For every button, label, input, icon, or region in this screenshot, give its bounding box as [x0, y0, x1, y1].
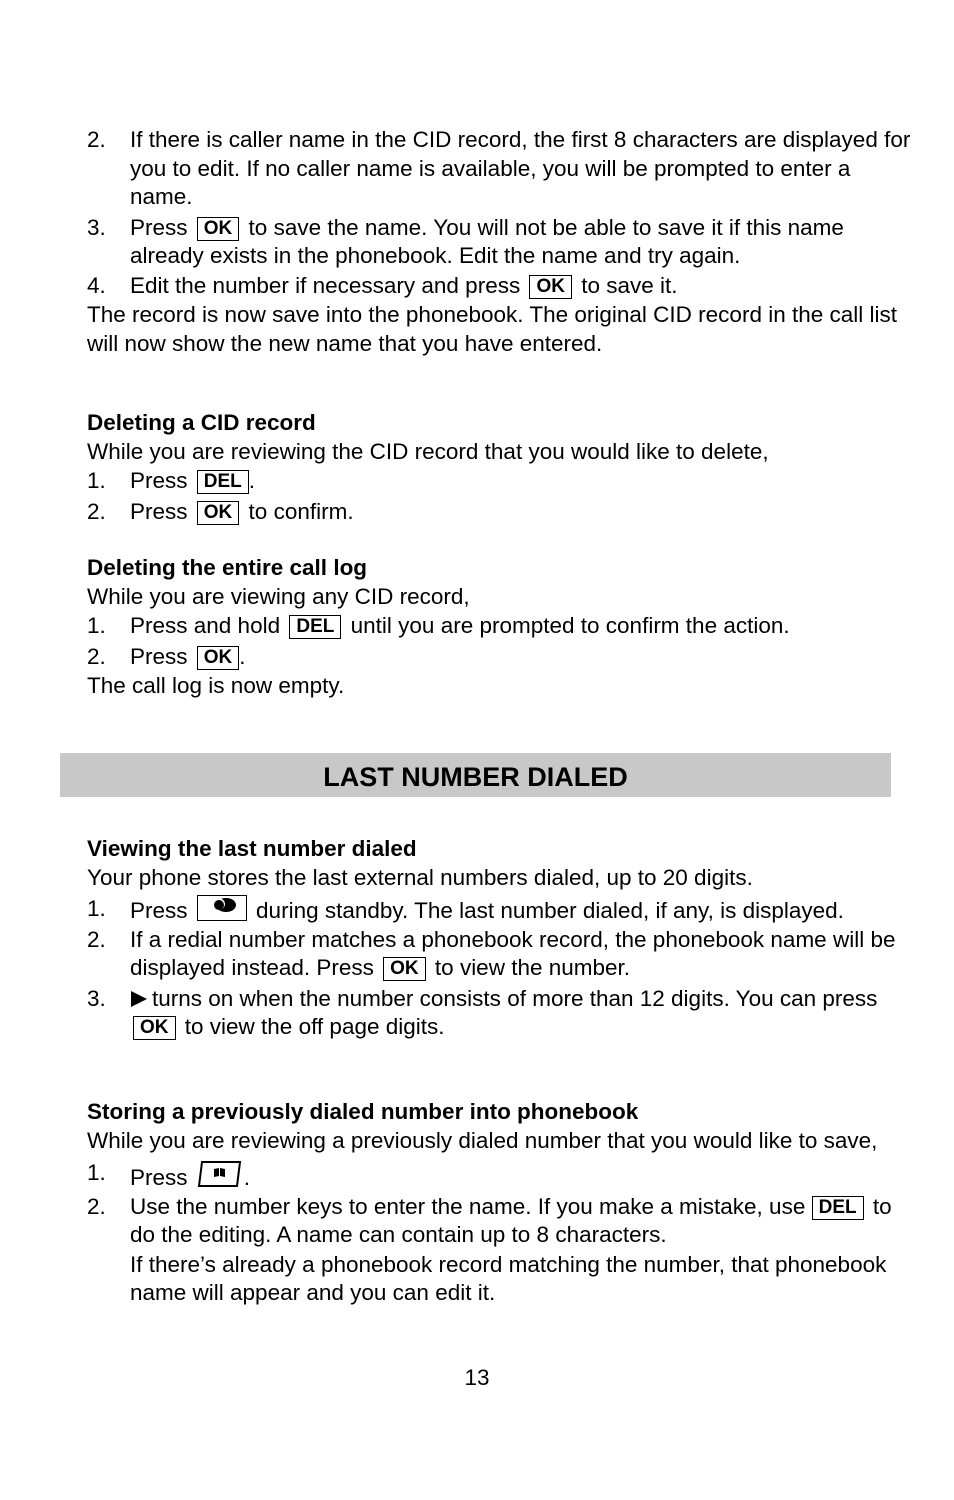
- del-key: DEL: [197, 470, 249, 494]
- item-text: turns on when the number consists of more than 12 digits. You can press: [152, 985, 878, 1011]
- delete-record-section: [87, 409, 917, 526]
- item-number: 2.: [87, 926, 106, 952]
- ok-key: OK: [529, 275, 572, 299]
- item-text: Press and hold: [130, 613, 281, 638]
- item-number: 2.: [87, 127, 106, 152]
- item-number: 2.: [87, 1193, 106, 1219]
- item-text: to confirm.: [248, 498, 354, 524]
- item-text: until you are prompted to confirm the action.: [350, 613, 790, 638]
- viewing-section: [87, 835, 917, 1042]
- del-key: DEL: [812, 1196, 864, 1220]
- item-text: If there is caller name in the CID record, the first 8 characters are displayed for you to edit. If no caller name is available, you will be prompted to enter a name.: [130, 127, 911, 209]
- item-number: 1.: [87, 613, 106, 638]
- list-item: [87, 985, 917, 1042]
- item-text: during standby. The last number dialed, if any, is displayed.: [256, 898, 844, 923]
- list-item: [87, 612, 917, 641]
- ok-key: OK: [197, 646, 240, 670]
- item-text: If a redial number matches a phonebook record, the phonebook name will be displayed instead. Press: [130, 926, 896, 980]
- item-text: Press: [130, 898, 188, 923]
- item-text: Press: [130, 468, 188, 493]
- item-text: to view the number.: [434, 955, 631, 980]
- item-text: Press: [130, 214, 188, 240]
- list-item: [87, 926, 917, 983]
- list-item: [87, 214, 917, 271]
- item-number: 4.: [87, 272, 106, 298]
- list-item: [87, 1193, 917, 1308]
- redial-icon: [197, 895, 247, 921]
- item-number: 3.: [87, 214, 106, 240]
- item-text: to save it.: [581, 272, 678, 298]
- intro-note: The record is now save into the phonebook. The original CID record in the call list will now show the new name that you have entered.: [87, 302, 898, 356]
- item-text: .: [243, 1165, 251, 1190]
- delete-log-section: [87, 554, 917, 701]
- section-heading: Deleting the entire call log: [87, 555, 368, 580]
- item-text: Press: [130, 498, 188, 524]
- storing-section: [87, 1098, 917, 1308]
- ok-key: OK: [133, 1016, 176, 1040]
- page-number: 13: [464, 1365, 490, 1390]
- intro-section: [87, 126, 917, 358]
- list-item: [87, 895, 917, 926]
- item-text: to do the editing. A name can contain up to 8 characters.: [130, 1193, 892, 1247]
- del-key: DEL: [289, 615, 341, 639]
- section-heading: Deleting a CID record: [87, 410, 316, 435]
- phonebook-icon: [197, 1159, 243, 1189]
- section-lead: While you are reviewing the CID record that you would like to delete,: [87, 438, 769, 464]
- list-item: [87, 643, 917, 672]
- list-item: [87, 126, 917, 212]
- ok-key: OK: [383, 957, 426, 981]
- section-heading: Viewing the last number dialed: [87, 836, 417, 861]
- section-lead: Your phone stores the last external numbers dialed, up to 20 digits.: [87, 864, 753, 890]
- list-item: [87, 467, 917, 496]
- item-extra-text: If there’s already a phonebook record matching the number, that phonebook name will appear and you can edit it.: [130, 1251, 887, 1305]
- item-text: Use the number keys to enter the name. If you make a mistake, use: [130, 1193, 806, 1219]
- ok-key: OK: [197, 501, 240, 525]
- section-lead: While you are viewing any CID record,: [87, 583, 470, 609]
- right-arrow-icon: [130, 990, 148, 1008]
- item-number: 2.: [87, 498, 106, 524]
- item-number: 1.: [87, 1160, 106, 1185]
- section-heading: Storing a previously dialed number into phonebook: [87, 1099, 639, 1124]
- item-text: .: [248, 468, 256, 493]
- item-number: 3.: [87, 985, 106, 1011]
- list-item: [87, 498, 917, 527]
- item-text: Press: [130, 1165, 188, 1190]
- item-text: to save the name. You will not be able to save it if this name already exists in the phonebook. Edit the name and try again.: [130, 214, 844, 268]
- list-item: [87, 1159, 917, 1193]
- item-text: .: [239, 643, 246, 669]
- item-number: 1.: [87, 468, 106, 493]
- item-number: 1.: [87, 896, 106, 921]
- ok-key: OK: [197, 217, 240, 241]
- item-text: to view the off page digits.: [184, 1014, 445, 1039]
- item-text: Edit the number if necessary and press: [130, 272, 521, 298]
- item-text: Press: [130, 643, 188, 669]
- item-number: 2.: [87, 643, 106, 669]
- list-item: [87, 272, 917, 301]
- section-banner: LAST NUMBER DIALED: [60, 753, 891, 797]
- section-lead: While you are reviewing a previously dialed number that you would like to save,: [87, 1127, 878, 1153]
- section-note: The call log is now empty.: [87, 673, 345, 698]
